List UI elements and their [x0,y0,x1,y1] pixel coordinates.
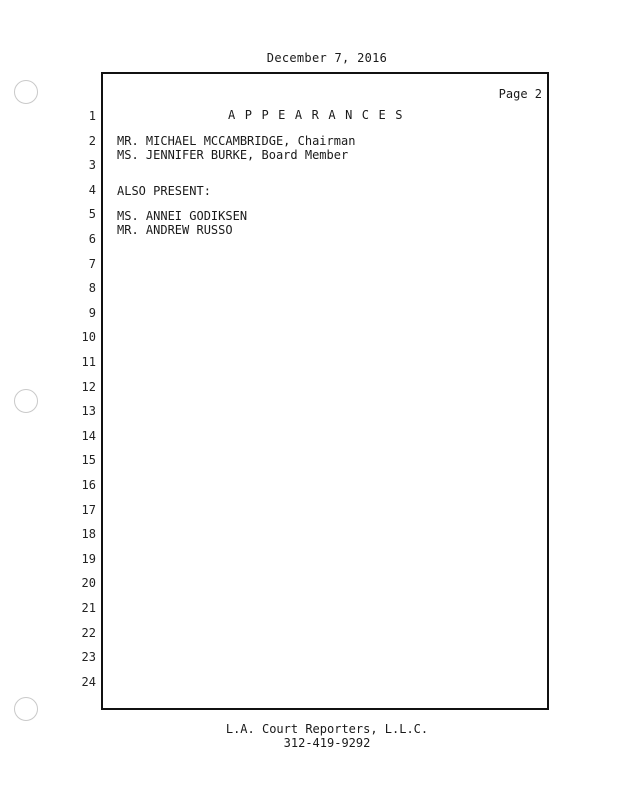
line-number: 16 [81,478,96,492]
line-number: 11 [81,355,96,369]
also-present-label: ALSO PRESENT: [117,184,211,198]
line-number: 18 [81,527,96,542]
line-number: 20 [81,576,96,591]
line-number: 8 [88,281,96,296]
transcript-page-frame [101,72,549,710]
also-present-line-2: MR. ANDREW RUSSO [117,223,233,237]
line-number: 15 [81,453,96,468]
header-date: December 7, 2016 [266,51,388,65]
line-number: 13 [81,404,96,419]
line-number: 24 [81,674,96,689]
line-number: 6 [88,232,96,246]
appearance-line-board-member: MS. JENNIFER BURKE, Board Member [117,148,349,162]
line-number: 4 [88,182,96,197]
appearance-line-chairman: MR. MICHAEL MCCAMBRIDGE, Chairman [117,134,356,148]
line-number: 22 [81,625,96,640]
appearances-title: APPEARANCES [228,108,412,122]
line-number: 14 [81,428,96,443]
punch-hole-middle [14,389,38,413]
line-number: 10 [81,330,96,345]
footer-phone: 312-419-9292 [283,736,371,750]
line-number: 19 [81,551,96,566]
line-number: 3 [88,158,96,173]
line-number: 23 [81,650,96,665]
also-present-line-1: MS. ANNEI GODIKSEN [117,209,248,223]
line-number: 17 [81,502,96,517]
punch-hole-top [14,80,38,104]
line-number: 2 [88,133,96,148]
punch-hole-bottom [14,697,38,721]
footer-company: L.A. Court Reporters, L.L.C. [225,722,429,736]
line-number: 21 [81,601,96,615]
line-number: 5 [88,207,96,222]
page-number: Page 2 [498,87,542,101]
line-number: 12 [81,379,96,394]
line-number: 7 [88,256,96,271]
line-number: 1 [88,109,96,123]
line-number: 9 [88,305,96,320]
